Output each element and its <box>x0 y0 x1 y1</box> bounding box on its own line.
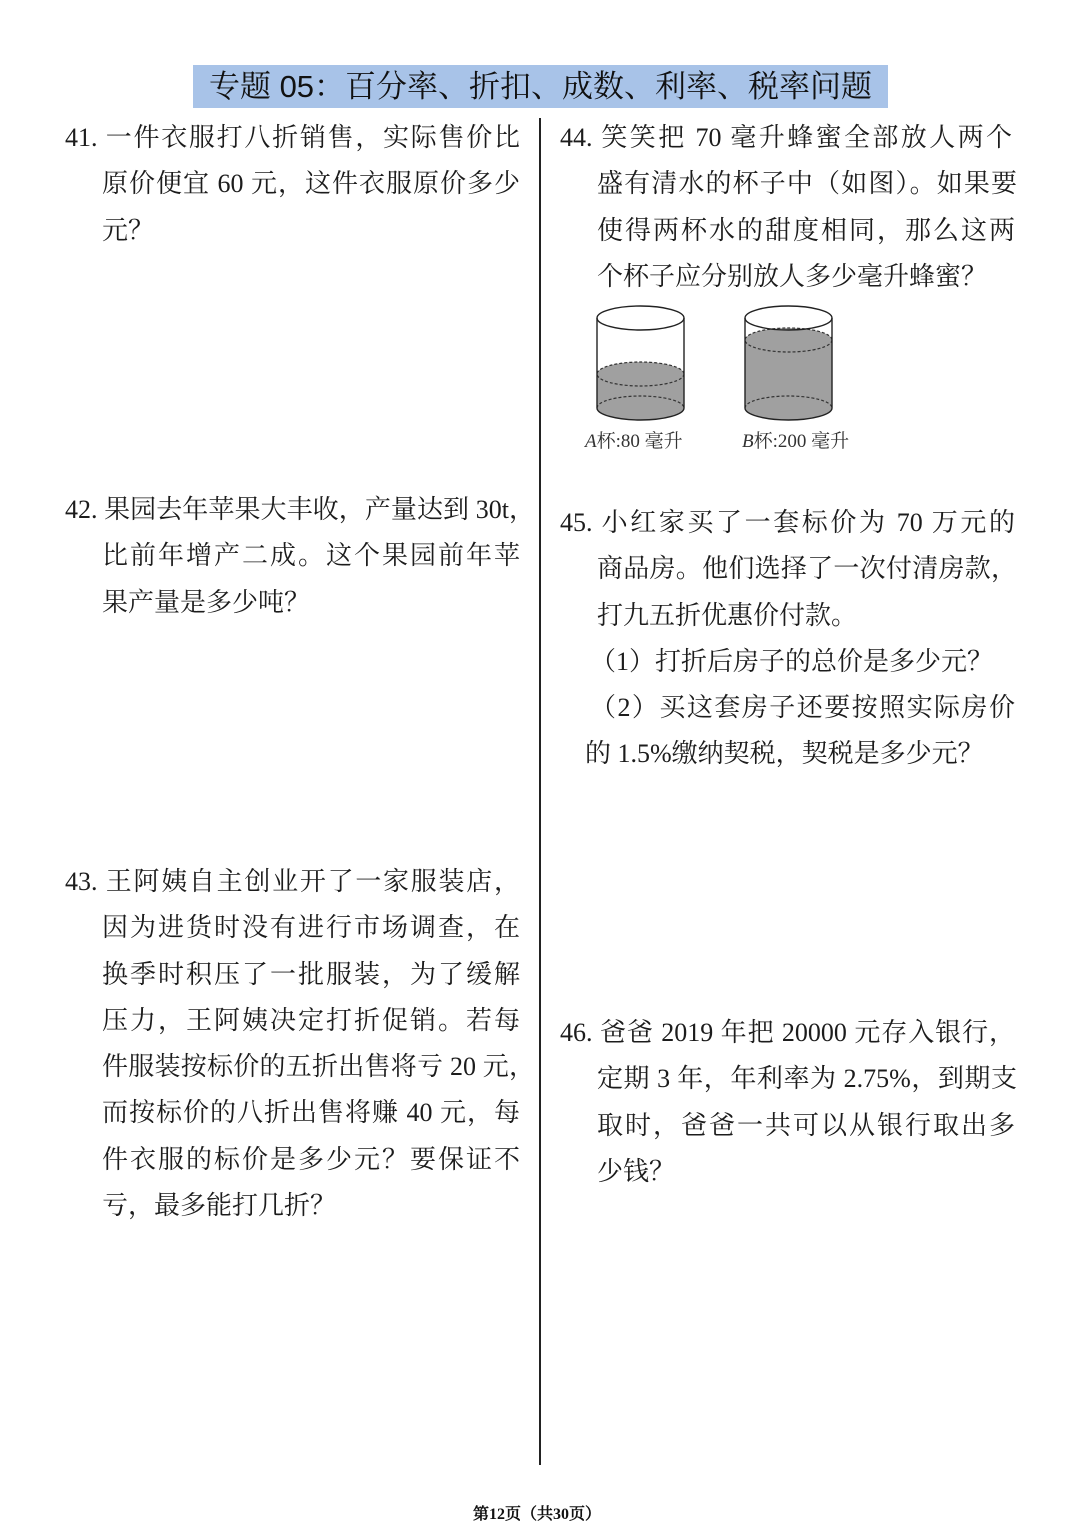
question-line: 商品房。他们选择了一次付清房款， <box>597 554 1017 584</box>
question-line: 打九五折优惠价付款。 <box>597 600 858 630</box>
question-line: 个杯子应分别放人多少毫升蜂蜜？ <box>597 261 988 291</box>
question-number: 46. <box>560 1018 593 1047</box>
question-number: 42. <box>65 495 98 524</box>
question-line: 元？ <box>102 215 155 245</box>
question-text: 笑笑把 70 毫升蜂蜜全部放人两个 <box>601 123 1012 152</box>
column-divider <box>539 118 541 1465</box>
question-text: 王阿姨自主创业开了一家服装店， <box>105 867 520 896</box>
question-line: 亏，最多能打几折？ <box>102 1191 337 1221</box>
question-45 <box>560 500 1017 778</box>
question-line: 换季时积压了一批服装，为了缓解 <box>102 959 520 989</box>
question-line <box>65 115 520 161</box>
question-line: 果产量是多少吨？ <box>102 587 311 617</box>
cups-figure <box>580 300 880 460</box>
question-number: 41. <box>65 123 98 152</box>
question-line: 取时，爸爸一共可以从银行取出多 <box>597 1110 1015 1140</box>
question-line: 的 1.5%缴纳契税，契税是多少元？ <box>585 739 984 769</box>
question-line: 少钱？ <box>597 1156 676 1186</box>
question-42 <box>65 487 535 626</box>
question-line <box>560 115 1012 161</box>
question-line <box>65 487 535 533</box>
question-line <box>560 1010 1015 1056</box>
question-46 <box>560 1010 1017 1195</box>
question-line: 而按标价的八折出售将赚 40 元，每 <box>102 1098 520 1128</box>
cup-a-label-text: 杯:80 毫升 <box>596 431 683 452</box>
question-text: 一件衣服打八折销售，实际售价比 <box>105 123 520 152</box>
sub-question-2: （2）买这套房子还要按照实际房价 <box>590 693 1015 723</box>
cup-b-water <box>745 328 832 420</box>
question-number: 44. <box>560 123 593 152</box>
question-text: 小红家买了一套标价为 70 万元的 <box>601 508 1015 537</box>
cup-a-letter: A <box>585 431 597 452</box>
question-line: 使得两杯水的甜度相同，那么这两 <box>597 215 1015 245</box>
cup-b-label-text: 杯:200 毫升 <box>753 431 850 452</box>
question-line: 压力，王阿姨决定打折促销。若每 <box>102 1005 520 1035</box>
cup-b-label <box>742 430 849 452</box>
question-line: 定期 3 年，年利率为 2.75%，到期支 <box>597 1064 1017 1094</box>
question-line: 原价便宜 60 元，这件衣服原价多少 <box>102 169 520 199</box>
question-line: 盛有清水的杯子中（如图）。如果要 <box>597 169 1017 199</box>
question-44 <box>560 115 1017 300</box>
question-41 <box>65 115 520 254</box>
question-line: 件衣服的标价是多少元？要保证不 <box>102 1144 520 1174</box>
sub-question-1: （1）打折后房子的总价是多少元？ <box>590 646 994 676</box>
question-43 <box>65 859 535 1229</box>
question-number: 45. <box>560 508 593 537</box>
cup-a-label <box>583 430 683 452</box>
cup-b-letter: B <box>742 431 754 452</box>
question-text: 爸爸 2019 年把 20000 元存入银行， <box>599 1018 1015 1047</box>
question-text: 果园去年苹果大丰收，产量达到 30t， <box>104 495 535 524</box>
question-number: 43. <box>65 867 98 896</box>
cup-a-rim <box>597 306 684 330</box>
question-line: 比前年增产二成。这个果园前年苹 <box>102 541 520 571</box>
cup-a <box>597 306 684 420</box>
question-line: 件服装按标价的五折出售将亏 20 元， <box>102 1052 535 1082</box>
cup-b-rim <box>745 306 832 330</box>
page-footer: 第12页（共30页） <box>472 1506 601 1523</box>
question-line <box>65 859 520 905</box>
question-line: 因为进货时没有进行市场调查，在 <box>102 913 520 943</box>
cup-a-water <box>597 362 684 420</box>
page-title: 专题 05：百分率、折扣、成数、利率、税率问题 <box>193 65 888 108</box>
cup-b <box>745 306 832 420</box>
question-line <box>560 500 1015 546</box>
